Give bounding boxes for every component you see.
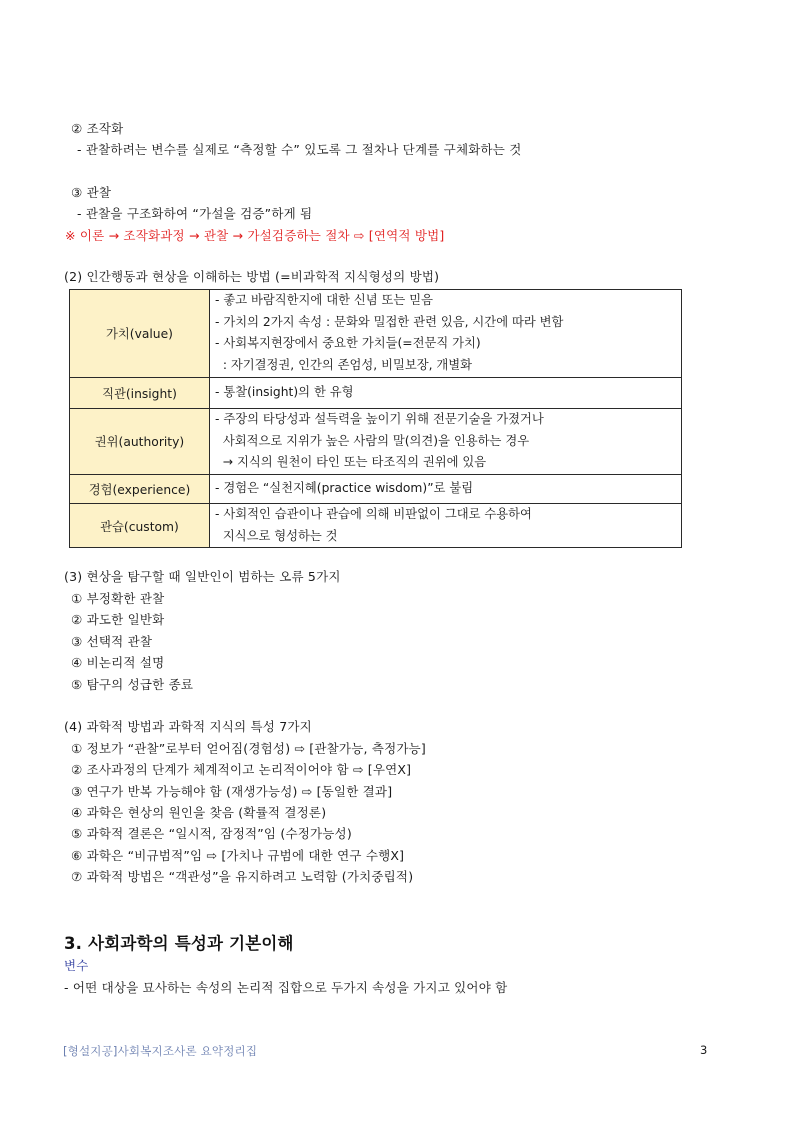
item-operationalization-desc: - 관찰하려는 변수를 실제로 “측정할 수” 있도록 그 절차나 단계를 구체화하는 것: [77, 142, 522, 157]
row-label: 권위(authority): [70, 408, 210, 474]
item-observation-title: ③ 관찰: [71, 185, 112, 200]
list-item: ② 과도한 일반화: [71, 612, 165, 627]
desc-line: - 사회적인 습관이나 관습에 의해 비판없이 그대로 수용하여: [215, 506, 532, 521]
desc-line: - 가치의 2가지 속성 : 문화와 밀접한 관련 있음, 시간에 따라 변함: [215, 314, 564, 329]
list-item: ⑥ 과학은 “비규범적”임 ⇨ [가치나 규범에 대한 연구 수행X]: [71, 848, 405, 863]
table-row: [70, 503, 682, 547]
list-item: ② 조사과정의 단계가 체계적이고 논리적이어야 함 ⇨ [우연X]: [71, 762, 412, 777]
section-title: 3. 사회과학의 특성과 기본이해: [64, 934, 294, 953]
desc-line: - 통찰(insight)의 한 유형: [215, 384, 354, 399]
item-operationalization-title: ② 조작화: [71, 121, 124, 136]
science-heading: (4) 과학적 방법과 과학적 지식의 특성 7가지: [64, 719, 312, 734]
desc-line: 지식으로 형성하는 것: [215, 528, 338, 543]
section-desc: - 어떤 대상을 묘사하는 속성의 논리적 집합으로 두가지 속성을 가지고 있어야 함: [64, 980, 508, 995]
footer-title: [형설지공]사회복지조사론 요약정리집: [63, 1044, 258, 1058]
list-item: ⑦ 과학적 방법은 “객관성”을 유지하려고 노력함 (가치중립적): [71, 869, 414, 884]
process-note: ※ 이론 → 조작화과정 → 관찰 → 가설검증하는 절차 ⇨ [연역적 방법]: [65, 228, 445, 243]
list-item: ③ 선택적 관찰: [71, 634, 153, 649]
desc-line: - 경험은 “실천지혜(practice wisdom)”로 불림: [215, 481, 474, 496]
row-label: 경험(experience): [70, 474, 210, 503]
list-item: ③ 연구가 반복 가능해야 함 (재생가능성) ⇨ [동일한 결과]: [71, 784, 393, 799]
row-desc: [210, 474, 682, 503]
list-item: ⑤ 탐구의 성급한 종료: [71, 677, 194, 692]
page-number: 3: [700, 1043, 708, 1057]
row-desc: [210, 408, 682, 474]
row-desc: [210, 377, 682, 408]
list-item: ⑤ 과학적 결론은 “일시적, 잠정적”임 (수정가능성): [71, 826, 352, 841]
row-desc: [210, 290, 682, 378]
table-row: [70, 290, 682, 378]
methods-table: [69, 289, 682, 548]
row-label: 가치(value): [70, 290, 210, 378]
table-row: [70, 408, 682, 474]
desc-line: - 좋고 바람직한지에 대한 신념 또는 믿음: [215, 293, 433, 307]
row-desc: [210, 503, 682, 547]
table-row: [70, 377, 682, 408]
methods-heading: (2) 인간행동과 현상을 이해하는 방법 (=비과학적 지식형성의 방법): [64, 269, 440, 284]
item-observation-desc: - 관찰을 구조화하여 “가설을 검증”하게 됨: [77, 206, 313, 221]
desc-line: → 지식의 원천이 타인 또는 타조직의 권위에 있음: [215, 455, 487, 470]
desc-line: 사회적으로 지위가 높은 사람의 말(의견)을 인용하는 경우: [215, 433, 530, 448]
list-item: ④ 비논리적 설명: [71, 655, 165, 670]
desc-line: - 주장의 타당성과 설득력을 높이기 위해 전문기술을 가졌거나: [215, 411, 544, 426]
table-row: [70, 474, 682, 503]
list-item: ① 정보가 “관찰”로부터 얻어짐(경험성) ⇨ [관찰가능, 측정가능]: [71, 741, 427, 756]
list-item: ① 부정확한 관찰: [71, 591, 165, 606]
row-label: 직관(insight): [70, 377, 210, 408]
section-subtitle: 변수: [64, 958, 89, 973]
errors-heading: (3) 현상을 탐구할 때 일반인이 범하는 오류 5가지: [64, 569, 341, 584]
desc-line: - 사회복지현장에서 중요한 가치들(=전문직 가치): [215, 336, 481, 351]
list-item: ④ 과학은 현상의 원인을 찾음 (확률적 결정론): [71, 805, 327, 820]
row-label: 관습(custom): [70, 503, 210, 547]
desc-line: : 자기결정권, 인간의 존엄성, 비밀보장, 개별화: [215, 358, 473, 373]
